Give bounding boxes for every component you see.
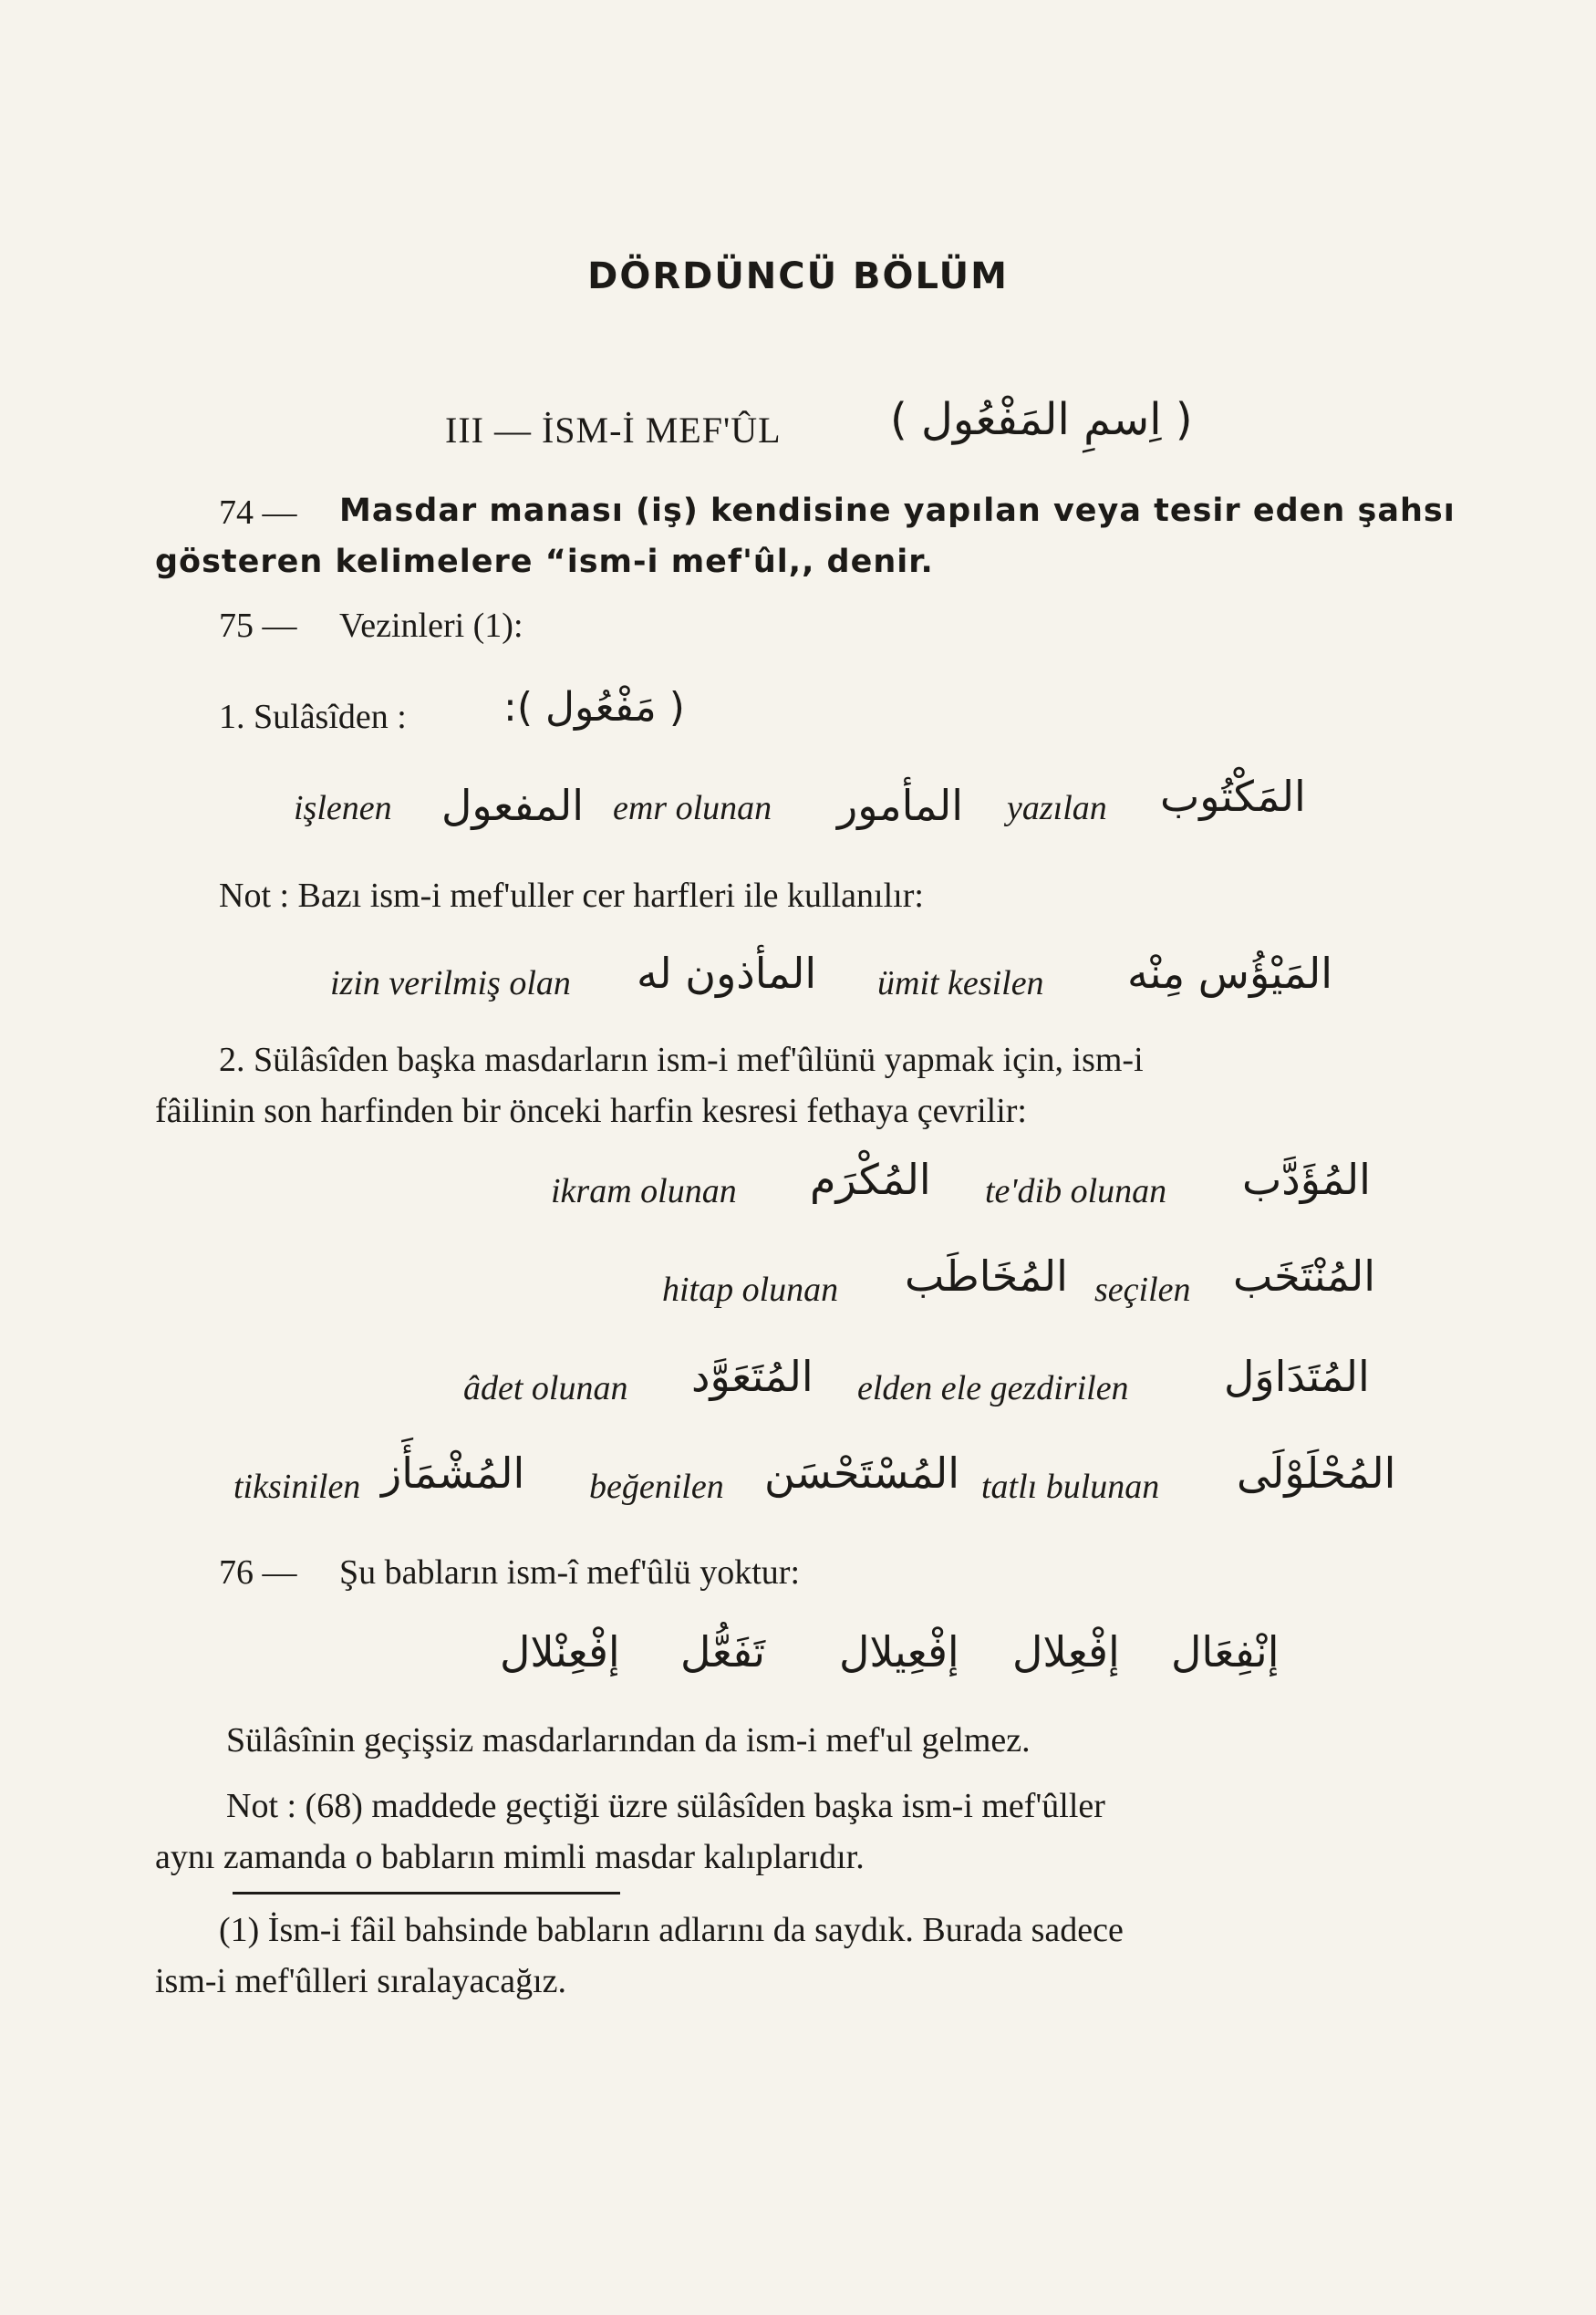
note-2-line2: aynı zamanda o babların mimli masdar kalıplarıdır.	[155, 1838, 865, 1876]
example-tr: izin verilmiş olan	[330, 964, 571, 1002]
para-76-text: Şu babların ism-î mef'ûlü yoktur:	[339, 1553, 801, 1592]
example-ar: المُكْرَم	[810, 1155, 931, 1204]
footnote-line2: ism-i mef'ûlleri sıralayacağız.	[155, 1962, 567, 2000]
example-tr: te'dib olunan	[985, 1172, 1167, 1210]
sulasi-line: Sülâsînin geçişsiz masdarlarından da ism-i mef'ul gelmez.	[226, 1721, 1031, 1760]
example-tr: ikram olunan	[551, 1172, 737, 1210]
para-74-line1: Masdar manası (iş) kendisine yapılan veya tesir eden şahsı	[339, 493, 1456, 529]
example-ar: المَيْؤُس مِنْه	[1127, 949, 1332, 998]
note-1: Not : Bazı ism-i mef'uller cer harfleri ile kullanılır:	[219, 877, 924, 915]
example-ar: المأمور	[837, 781, 964, 830]
example-tr: tatlı bulunan	[981, 1468, 1160, 1506]
example-tr: beğenilen	[589, 1468, 724, 1506]
example-tr: elden ele gezdirilen	[857, 1369, 1129, 1407]
para-74-number: 74 —	[219, 493, 297, 532]
example-ar: المَكْتُوب	[1160, 772, 1306, 821]
bab-item: إفْعِنْلال	[500, 1627, 620, 1677]
bab-item: إفْعِلال	[1012, 1627, 1120, 1677]
section-title-arabic: ( اِسمِ المَفْعُول )	[890, 394, 1193, 445]
footnote-line1: (1) İsm-i fâil bahsinde babların adlarını da saydık. Burada sadece	[219, 1911, 1124, 1949]
example-ar: المُتَعَوَّد	[691, 1352, 814, 1401]
para-76-number: 76 —	[219, 1553, 297, 1592]
example-ar: المُخَاطَب	[905, 1251, 1068, 1301]
example-ar: المُتَدَاوَل	[1224, 1352, 1370, 1401]
chapter-title: DÖRDÜNCÜ BÖLÜM	[587, 255, 1009, 297]
footnote-divider	[233, 1892, 620, 1895]
bab-item: إنْفِعَال	[1171, 1627, 1280, 1677]
example-tr: ümit kesilen	[877, 964, 1044, 1002]
example-ar: المفعول	[441, 781, 585, 830]
item-2-line1: 2. Sülâsîden başka masdarların ism-i mef'ûlünü yapmak için, ism-i	[219, 1041, 1144, 1079]
example-tr: seçilen	[1094, 1271, 1191, 1309]
example-ar: المُؤَدَّب	[1242, 1155, 1371, 1204]
note-2-line1: Not : (68) maddede geçtiği üzre sülâsîden başka ism-i mef'ûller	[226, 1787, 1105, 1825]
item-2-line2: fâilinin son harfinden bir önceki harfin kesresi fethaya çevrilir:	[155, 1092, 1027, 1130]
item-1-label: 1. Sulâsîden :	[219, 698, 407, 736]
example-tr: âdet olunan	[463, 1369, 628, 1407]
para-74-line2: gösteren kelimelere “ism-i mef'ûl,, denir.	[155, 544, 934, 580]
para-75-number: 75 —	[219, 607, 297, 645]
example-tr: hitap olunan	[662, 1271, 839, 1309]
section-title: III — İSM-İ MEF'ÛL	[445, 410, 782, 451]
example-tr: tiksinilen	[233, 1468, 361, 1506]
example-tr: yazılan	[1007, 789, 1107, 827]
item-1-arabic: ( مَفْعُول ):	[503, 684, 685, 731]
example-ar: المُنْتَخَب	[1233, 1251, 1376, 1301]
example-tr: işlenen	[294, 789, 392, 827]
example-ar: المُسْتَحْسَن	[764, 1448, 960, 1498]
example-ar: المُحْلَوْلَى	[1237, 1448, 1396, 1498]
example-ar: المأذون له	[637, 949, 817, 998]
para-75-text: Vezinleri (1):	[339, 607, 523, 645]
example-ar: المُشْمَأَز	[381, 1448, 525, 1498]
bab-item: إفْعِيلال	[839, 1627, 959, 1677]
bab-item: تَفَعُّل	[680, 1627, 766, 1677]
example-tr: emr olunan	[613, 789, 772, 827]
